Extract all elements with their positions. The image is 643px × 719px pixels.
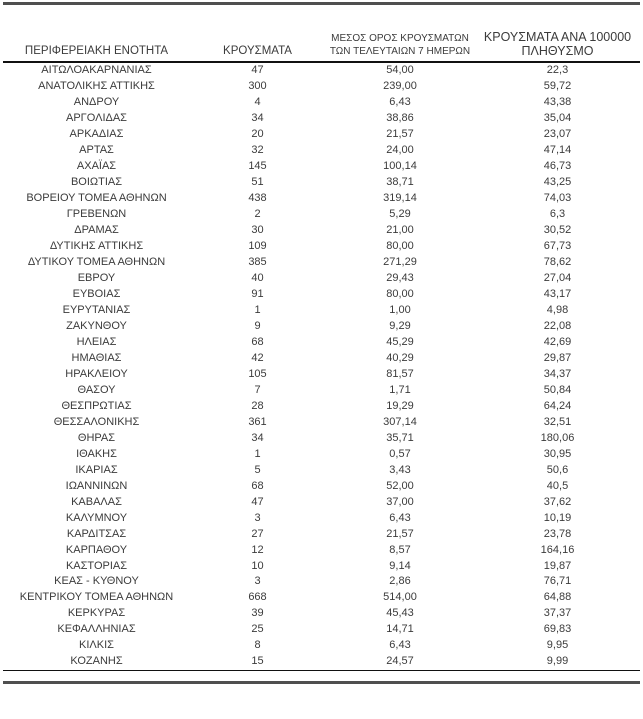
cell-avg-7day: 8,57: [389, 543, 411, 556]
cell-avg-7day: 239,00: [383, 80, 417, 93]
cell-cases: 7: [254, 383, 261, 396]
cell-avg-7day: 21,00: [386, 224, 414, 237]
cell-region: ΗΛΕΙΑΣ: [76, 335, 117, 348]
cell-cases: 10: [251, 559, 264, 572]
table-header-row: [3, 5, 640, 62]
cell-per-100k: 23,78: [543, 527, 572, 540]
cell-region: ΚΑΡΔΙΤΣΑΣ: [66, 527, 127, 540]
cell-cases: 47: [251, 495, 264, 508]
cell-avg-7day: 0,57: [389, 447, 411, 460]
cell-region: ΑΝΑΤΟΛΙΚΗΣ ΑΤΤΙΚΗΣ: [38, 80, 155, 93]
cell-per-100k: 59,72: [543, 80, 572, 93]
cell-cases: 34: [251, 112, 264, 125]
table-row: [3, 127, 640, 143]
cell-region: ΙΩΑΝΝΙΝΩΝ: [65, 479, 128, 492]
cell-avg-7day: 45,29: [386, 335, 414, 348]
cell-region: ΙΚΑΡΙΑΣ: [75, 463, 118, 476]
cell-avg-7day: 3,43: [389, 463, 411, 476]
cell-per-100k: 46,73: [543, 160, 572, 173]
table-row: [3, 366, 640, 382]
cell-avg-7day: 40,29: [386, 351, 414, 364]
cell-per-100k: 27,04: [543, 272, 572, 285]
cell-cases: 3: [254, 511, 261, 524]
col-header-avg-7day-line1: ΜΕΣΟΣ ΟΡΟΣ ΚΡΟΥΣΜΑΤΩΝ: [331, 33, 469, 44]
cell-cases: 3: [254, 575, 261, 588]
cell-per-100k: 43,25: [543, 176, 572, 189]
cell-cases: 42: [251, 351, 264, 364]
cell-region: ΗΡΑΚΛΕΙΟΥ: [65, 367, 128, 380]
cell-cases: 145: [248, 160, 267, 173]
cell-per-100k: 50,6: [546, 463, 569, 476]
cell-per-100k: 35,04: [543, 112, 572, 125]
table-row: [3, 638, 640, 654]
cell-region: ΗΜΑΘΙΑΣ: [71, 351, 122, 364]
cell-cases: 385: [248, 256, 267, 269]
cell-cases: 361: [248, 415, 267, 428]
cell-cases: 1: [254, 447, 261, 460]
cell-region: ΒΟΙΩΤΙΑΣ: [70, 176, 123, 189]
cell-cases: 9: [254, 319, 261, 332]
cell-avg-7day: 21,57: [386, 527, 414, 540]
table-row: [3, 255, 640, 271]
col-header-per-100k: [475, 5, 640, 62]
cell-per-100k: 64,24: [543, 399, 572, 412]
cell-region: ΚΕΦΑΛΛΗΝΙΑΣ: [57, 623, 136, 636]
cell-avg-7day: 6,43: [389, 639, 411, 652]
table-row: [3, 446, 640, 462]
col-header-per-100k-line1: ΚΡΟΥΣΜΑΤΑ ΑΝΑ 100000: [483, 30, 632, 44]
cell-cases: 1: [254, 304, 261, 317]
cell-region: ΑΧΑΪΑΣ: [76, 160, 117, 173]
cell-per-100k: 6,3: [549, 208, 566, 221]
cell-avg-7day: 6,43: [389, 96, 411, 109]
cell-region: ΘΕΣΠΡΩΤΙΑΣ: [61, 399, 132, 412]
cell-per-100k: 19,87: [543, 559, 572, 572]
table-body: [3, 62, 640, 670]
cell-region: ΑΝΔΡΟΥ: [73, 96, 120, 109]
cell-per-100k: 30,95: [543, 447, 572, 460]
cell-avg-7day: 5,29: [389, 208, 411, 221]
table-row: [3, 95, 640, 111]
cell-avg-7day: 52,00: [386, 479, 414, 492]
cell-avg-7day: 2,86: [389, 575, 411, 588]
cell-region: ΚΟΖΑΝΗΣ: [70, 655, 123, 668]
table-row: [3, 334, 640, 350]
cell-cases: 668: [248, 591, 267, 604]
cell-region: ΚΙΛΚΙΣ: [79, 639, 114, 652]
cell-region: ΔΡΑΜΑΣ: [74, 224, 119, 237]
cell-avg-7day: 80,00: [386, 288, 414, 301]
cell-per-100k: 22,08: [543, 319, 572, 332]
cell-per-100k: 37,37: [543, 607, 572, 620]
table-row: [3, 319, 640, 335]
cell-per-100k: 4,98: [546, 304, 569, 317]
cell-cases: 25: [251, 623, 264, 636]
cell-cases: 51: [251, 176, 264, 189]
table-row: [3, 542, 640, 558]
cell-cases: 39: [251, 607, 264, 620]
cell-cases: 68: [251, 335, 264, 348]
table-row: [3, 111, 640, 127]
cell-per-100k: 64,88: [543, 591, 572, 604]
cell-per-100k: 67,73: [543, 240, 572, 253]
cell-region: ΒΟΡΕΙΟΥ ΤΟΜΕΑ ΑΘΗΝΩΝ: [26, 192, 167, 205]
cell-per-100k: 50,84: [543, 383, 572, 396]
table-row: [3, 590, 640, 606]
bottom-rule-bar: [3, 681, 640, 684]
cell-avg-7day: 6,43: [389, 511, 411, 524]
cell-avg-7day: 1,71: [389, 383, 411, 396]
table-row: [3, 654, 640, 670]
cell-region: ΘΕΣΣΑΛΟΝΙΚΗΣ: [53, 415, 140, 428]
cell-region: ΘΗΡΑΣ: [77, 431, 116, 444]
cell-per-100k: 34,37: [543, 367, 572, 380]
cell-avg-7day: 1,00: [389, 304, 411, 317]
cell-avg-7day: 19,29: [386, 399, 414, 412]
cell-cases: 4: [254, 96, 261, 109]
cell-avg-7day: 271,29: [383, 256, 417, 269]
cell-avg-7day: 54,00: [386, 64, 414, 77]
table-row: [3, 414, 640, 430]
table-row: [3, 79, 640, 95]
table-row: [3, 478, 640, 494]
cell-avg-7day: 9,29: [389, 319, 411, 332]
col-header-avg-7day: [325, 5, 475, 62]
cell-cases: 32: [251, 144, 264, 157]
cell-per-100k: 180,06: [540, 431, 575, 444]
cell-avg-7day: 24,57: [386, 655, 414, 668]
cell-region: ΚΑΡΠΑΘΟΥ: [65, 543, 128, 556]
cell-cases: 27: [251, 527, 264, 540]
cell-region: ΘΑΣΟΥ: [77, 383, 116, 396]
col-header-cases: [190, 5, 325, 62]
cell-per-100k: 42,69: [543, 335, 572, 348]
cell-region: ΑΡΤΑΣ: [79, 144, 114, 157]
cell-region: ΚΕΑΣ - ΚΥΘΝΟΥ: [54, 575, 139, 588]
cell-region: ΚΕΝΤΡΙΚΟΥ ΤΟΜΕΑ ΑΘΗΝΩΝ: [19, 591, 174, 604]
cell-per-100k: 10,19: [543, 511, 572, 524]
table-row: [3, 239, 640, 255]
cell-avg-7day: 81,57: [386, 367, 414, 380]
cell-avg-7day: 21,57: [386, 128, 414, 141]
table-row: [3, 526, 640, 542]
table-row: [3, 606, 640, 622]
cell-cases: 40: [251, 272, 264, 285]
cell-per-100k: 78,62: [543, 256, 572, 269]
cell-region: ΙΘΑΚΗΣ: [76, 447, 117, 460]
col-header-regional-unit: [3, 5, 190, 62]
cell-avg-7day: 14,71: [386, 623, 414, 636]
cell-avg-7day: 514,00: [383, 591, 417, 604]
cell-per-100k: 29,87: [543, 351, 572, 364]
table-row: [3, 494, 640, 510]
col-header-per-100k-line2: ΠΛΗΘΥΣΜΟ: [521, 44, 594, 58]
cell-cases: 438: [248, 192, 267, 205]
cell-cases: 91: [251, 288, 264, 301]
cell-avg-7day: 319,14: [383, 192, 417, 205]
cell-per-100k: 40,5: [546, 479, 569, 492]
cell-region: ΚΑΒΑΛΑΣ: [71, 495, 122, 508]
cell-per-100k: 9,99: [546, 655, 569, 668]
cell-avg-7day: 38,71: [386, 176, 414, 189]
cell-cases: 47: [251, 64, 264, 77]
table-row: [3, 159, 640, 175]
cell-per-100k: 74,03: [543, 192, 572, 205]
cell-avg-7day: 9,14: [389, 559, 411, 572]
table-row: [3, 287, 640, 303]
cell-region: ΚΕΡΚΥΡΑΣ: [67, 607, 126, 620]
table-row: [3, 558, 640, 574]
regional-cases-table: [3, 5, 640, 671]
cell-per-100k: 9,95: [546, 639, 569, 652]
table-row: [3, 430, 640, 446]
table-row: [3, 574, 640, 590]
cell-cases: 68: [251, 479, 264, 492]
table-row: [3, 350, 640, 366]
cell-cases: 2: [254, 208, 261, 221]
cell-avg-7day: 80,00: [386, 240, 414, 253]
col-header-regional-unit-label: ΠΕΡΙΦΕΡΕΙΑΚΗ ΕΝΟΤΗΤΑ: [24, 45, 169, 57]
cell-cases: 20: [251, 128, 264, 141]
cell-cases: 5: [254, 463, 261, 476]
table-row: [3, 62, 640, 79]
table-row: [3, 382, 640, 398]
cell-avg-7day: 24,00: [386, 144, 414, 157]
cell-avg-7day: 38,86: [386, 112, 414, 125]
col-header-cases-label: ΚΡΟΥΣΜΑΤΑ: [223, 45, 292, 57]
cell-region: ΔΥΤΙΚΟΥ ΤΟΜΕΑ ΑΘΗΝΩΝ: [27, 256, 166, 269]
cell-region: ΑΡΚΑΔΙΑΣ: [69, 128, 124, 141]
cell-per-100k: 76,71: [543, 575, 572, 588]
table-row: [3, 223, 640, 239]
cell-region: ΚΑΛΥΜΝΟΥ: [65, 511, 128, 524]
cell-per-100k: 43,17: [543, 288, 572, 301]
cell-per-100k: 22,3: [546, 64, 569, 77]
cell-region: ΖΑΚΥΝΘΟΥ: [66, 319, 127, 332]
cell-region: ΚΑΣΤΟΡΙΑΣ: [65, 559, 128, 572]
cell-avg-7day: 100,14: [383, 160, 417, 173]
table-row: [3, 207, 640, 223]
table-row: [3, 398, 640, 414]
cell-avg-7day: 45,43: [386, 607, 414, 620]
table-row: [3, 175, 640, 191]
cell-per-100k: 23,07: [543, 128, 572, 141]
cell-per-100k: 69,83: [543, 623, 572, 636]
cell-avg-7day: 29,43: [386, 272, 414, 285]
cell-per-100k: 30,52: [543, 224, 572, 237]
cell-avg-7day: 37,00: [386, 495, 414, 508]
cell-per-100k: 32,51: [543, 415, 572, 428]
table-row: [3, 510, 640, 526]
cell-per-100k: 37,62: [543, 495, 572, 508]
cell-region: ΕΥΡΥΤΑΝΙΑΣ: [62, 304, 131, 317]
cell-cases: 109: [248, 240, 267, 253]
cell-cases: 105: [248, 367, 267, 380]
cell-region: ΑΡΓΟΛΙΔΑΣ: [66, 112, 127, 125]
cell-per-100k: 164,16: [540, 543, 575, 556]
table-row: [3, 271, 640, 287]
cell-region: ΔΥΤΙΚΗΣ ΑΤΤΙΚΗΣ: [49, 240, 144, 253]
cell-avg-7day: 35,71: [386, 431, 414, 444]
table-row: [3, 622, 640, 638]
cell-cases: 34: [251, 431, 264, 444]
table-row: [3, 303, 640, 319]
cell-cases: 12: [251, 543, 264, 556]
cell-cases: 15: [251, 655, 264, 668]
cell-cases: 28: [251, 399, 264, 412]
table-row: [3, 143, 640, 159]
cell-cases: 30: [251, 224, 264, 237]
cell-region: ΕΥΒΟΙΑΣ: [72, 288, 121, 301]
table-row: [3, 191, 640, 207]
table-row: [3, 462, 640, 478]
cell-region: ΓΡΕΒΕΝΩΝ: [66, 208, 127, 221]
cell-cases: 300: [248, 80, 267, 93]
cell-region: ΕΒΡΟΥ: [77, 272, 116, 285]
cell-region: ΑΙΤΩΛΟΑΚΑΡΝΑΝΙΑΣ: [41, 64, 152, 77]
cell-per-100k: 43,38: [543, 96, 572, 109]
cell-cases: 8: [254, 639, 261, 652]
cell-per-100k: 47,14: [543, 144, 572, 157]
cell-avg-7day: 307,14: [383, 415, 417, 428]
col-header-avg-7day-line2: ΤΩΝ ΤΕΛΕΥΤΑΙΩΝ 7 ΗΜΕΡΩΝ: [329, 45, 471, 57]
